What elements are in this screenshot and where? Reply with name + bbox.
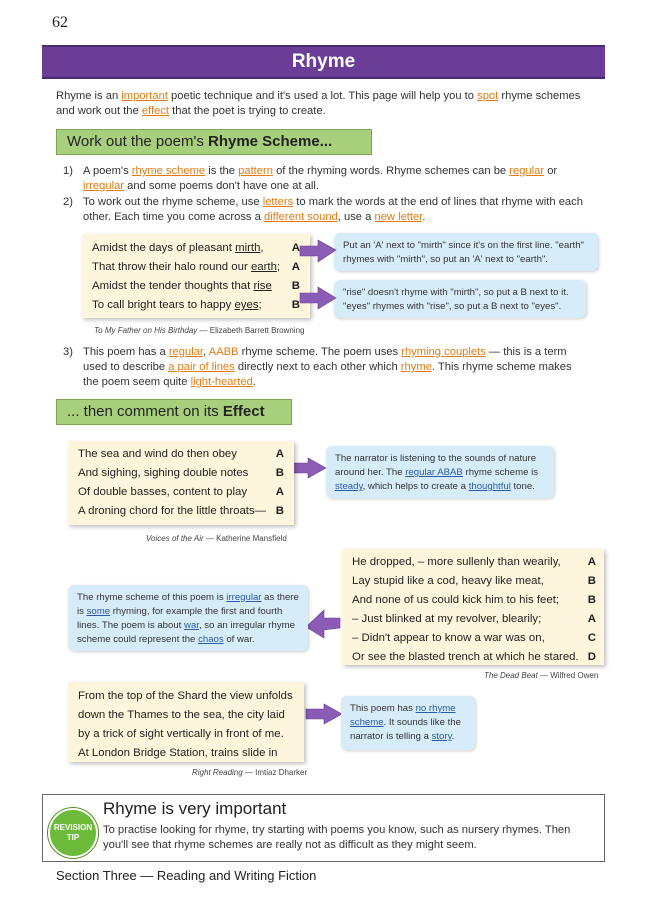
section-heading-rhyme-scheme — [56, 129, 372, 155]
list-text: . This rhyme scheme makes the poem seem quite — [83, 361, 572, 388]
note-text: , so an irregular rhyme scheme could represent the — [77, 620, 295, 645]
list-text: To work out the rhyme scheme, use — [83, 196, 263, 208]
rhyme-word: earth — [250, 261, 277, 273]
rhyme-letter: C — [587, 632, 596, 644]
list-text: directly next to each other which — [234, 361, 401, 373]
intro-text: that the poet is trying to create. — [169, 105, 326, 117]
rhyme-letter: A — [587, 613, 596, 625]
intro-paragraph — [56, 89, 596, 119]
poem-line-punct: ; — [258, 299, 262, 311]
poem-line — [92, 258, 300, 277]
intro-highlight: important — [121, 90, 168, 102]
poem-box-browning — [82, 234, 310, 318]
poem-line — [352, 553, 596, 572]
arrow-icon — [306, 704, 342, 724]
list-highlight: regular — [509, 165, 545, 177]
note-text: tone. — [510, 481, 535, 492]
poem-line — [92, 296, 300, 315]
list-number: 3) — [63, 346, 73, 358]
list-text: to mark the words at the end of lines that rhyme with each other. Each time you come across a — [83, 196, 583, 223]
citation-title: Right Reading — [192, 768, 243, 777]
list-highlight: pattern — [238, 165, 273, 177]
list-highlight: regular — [168, 346, 204, 358]
rhyme-letter: B — [587, 594, 596, 606]
arrow-icon — [292, 458, 326, 478]
poem-citation — [484, 671, 598, 680]
page-footer: Section Three — Reading and Writing Fiction — [56, 868, 317, 883]
note-highlight: no rhyme scheme — [350, 703, 456, 728]
citation-title: To My Father on His Birthday — [94, 326, 198, 335]
list-highlight: light-hearted — [190, 376, 253, 388]
poem-box-owen — [342, 549, 604, 665]
note-box — [68, 585, 308, 651]
poem-line: At London Bridge Station, trains slide in — [78, 747, 278, 759]
rhyme-letter: A — [587, 556, 596, 568]
list-text: This poem has a — [83, 346, 169, 358]
rhyme-letter: D — [587, 651, 596, 663]
intro-highlight: spot — [477, 90, 499, 102]
note-highlight: thoughtful — [468, 481, 511, 492]
revision-tip-badge-icon — [48, 808, 98, 858]
poem-citation — [192, 768, 307, 777]
list-item — [63, 164, 583, 194]
note-text: rhyming, for example the first and fourth lines. The poem is about — [77, 606, 283, 631]
poem-line-text: A droning chord for the little throats— — [78, 505, 267, 517]
citation-title: Voices of the Air — [146, 534, 204, 543]
note-highlight: irregular — [226, 592, 262, 603]
list-text: rhyme scheme. The poem uses — [238, 346, 402, 358]
rhyme-word: eyes — [234, 299, 259, 311]
rhyme-letter: B — [587, 575, 596, 587]
list-highlight: a pair of lines — [168, 361, 235, 373]
poem-line-punct: ; — [276, 261, 281, 273]
poem-line — [352, 648, 596, 667]
poem-line: by a trick of sight vertically in front of me. — [78, 728, 284, 740]
note-text: The rhyme scheme of this poem is — [77, 592, 227, 603]
list-text: of the rhyming words. Rhyme schemes can be — [272, 165, 510, 177]
revision-tip-title: Rhyme is very important — [103, 799, 287, 818]
rhyme-letter: A — [275, 486, 284, 498]
poem-line-text: The sea and wind do then obey — [78, 448, 237, 460]
list-text: is the — [205, 165, 239, 177]
steps-list — [63, 164, 583, 226]
note-box — [326, 446, 554, 498]
note-highlight: regular ABAB — [405, 467, 463, 478]
note-text: The narrator is listening to the sounds of nature around her. The — [335, 453, 537, 478]
rhyme-letter: A — [291, 261, 300, 273]
poem-line-text: Of double basses, content to play — [78, 486, 248, 498]
list-highlight: different sound — [263, 211, 338, 223]
note-box — [341, 696, 475, 750]
list-highlight: rhyme scheme — [131, 165, 206, 177]
poem-line — [78, 464, 284, 483]
section-heading-effect — [56, 399, 292, 425]
poem-line — [78, 483, 284, 502]
note-text: as there is — [77, 592, 299, 617]
note-box: "rise" doesn't rhyme with "mirth", so put a B next to it. "eyes" rhymes with "rise", so put a B next to "eyes". — [334, 280, 586, 318]
intro-text: poetic technique and it's used a lot. This page will help you to — [167, 90, 478, 102]
section-heading-bold: Rhyme Scheme... — [207, 133, 333, 150]
poem-line-text: Lay stupid like a cod, heavy like meat, — [352, 575, 544, 587]
poem-line — [352, 591, 596, 610]
list-item — [63, 195, 583, 225]
list-text: A poem's — [83, 165, 132, 177]
list-number: 2) — [63, 196, 73, 208]
page-title: Rhyme — [291, 51, 356, 72]
note-text: , which helps to create a — [362, 481, 469, 492]
citation-author: — Wilfred Owen — [537, 671, 599, 680]
poem-box-mansfield — [68, 441, 294, 525]
badge-text: TIP — [66, 833, 80, 842]
list-text: . — [422, 211, 426, 223]
list-text: . — [252, 376, 256, 388]
list-text: , use a — [337, 211, 375, 223]
rhyme-letter: B — [275, 505, 284, 517]
list-number: 1) — [63, 165, 73, 177]
poem-line-text: – Just blinked at my revolver, blearily; — [352, 613, 542, 625]
note-highlight: steady — [335, 481, 363, 492]
rhyme-letter: B — [275, 467, 284, 479]
rhyme-word: rise — [253, 280, 272, 292]
list-highlight: letters — [262, 196, 294, 208]
poem-line-text: And none of us could kick him to his feet; — [352, 594, 560, 606]
list-text: and some poems don't have one at all. — [124, 180, 319, 192]
poem-line-text: Or see the blasted trench at which he stared. — [352, 651, 579, 663]
rhyme-letter: B — [291, 280, 300, 292]
section-heading-prefix: Work out the poem's — [67, 133, 208, 150]
note-text: . It sounds like the narrator is telling a — [350, 717, 461, 742]
revision-tip-text: To practise looking for rhyme, try starting with poems you know, such as nursery rhymes. Then you'll see that rhyme schemes are really not as difficult as they might seem. — [103, 824, 571, 851]
note-text: of war. — [223, 634, 255, 645]
arrow-icon — [306, 610, 340, 638]
poem-line — [78, 445, 284, 464]
citation-author: — Elizabeth Barrett Browning — [197, 326, 305, 335]
poem-citation — [94, 326, 304, 335]
list-highlight: irregular — [83, 180, 125, 192]
list-highlight: new letter — [374, 211, 423, 223]
poem-line-punct: , — [260, 242, 264, 254]
page-number: 62 — [52, 14, 68, 31]
poem-line-text: That throw their halo round our — [92, 261, 251, 273]
note-text: . — [451, 731, 455, 742]
poem-line-text: And sighing, sighing double notes — [78, 467, 249, 479]
page-title-bar — [42, 45, 605, 79]
rhyme-letter: A — [291, 242, 300, 254]
section-heading-prefix: ... then comment on its — [67, 403, 223, 420]
intro-text: rhyme schemes and work out the — [56, 90, 581, 117]
poem-box-dharker — [68, 682, 304, 762]
intro-highlight: effect — [141, 105, 169, 117]
citation-title: The Dead Beat — [484, 671, 538, 680]
poem-line-text: Amidst the days of pleasant — [92, 242, 236, 254]
poem-line — [352, 572, 596, 591]
note-text: This poem has — [350, 703, 416, 714]
note-highlight: some — [86, 606, 111, 617]
intro-text: Rhyme is an — [56, 90, 122, 102]
rhyme-word: mirth — [235, 242, 261, 254]
list-text: or — [544, 165, 558, 177]
rhyme-letter: A — [275, 448, 284, 460]
poem-line-text: He dropped, – more sullenly than wearily, — [352, 556, 561, 568]
poem-citation — [146, 534, 287, 543]
citation-author: — Imtiaz Dharker — [242, 768, 308, 777]
poem-line: From the top of the Shard the view unfolds — [78, 690, 293, 702]
section-heading-bold: Effect — [222, 403, 265, 420]
poem-line — [78, 502, 284, 521]
badge-text: REVISION — [53, 823, 93, 832]
note-highlight: war — [184, 620, 199, 631]
steps-list-continued — [63, 345, 583, 391]
poem-line-text: – Didn't appear to know a war was on, — [352, 632, 545, 644]
note-text: rhyme scheme is — [462, 467, 539, 478]
poem-line — [352, 610, 596, 629]
poem-line-text: To call bright tears to happy — [92, 299, 235, 311]
poem-line-text: Amidst the tender thoughts that — [92, 280, 254, 292]
list-highlight: rhyming couplets — [401, 346, 486, 358]
list-highlight: AABB — [208, 346, 239, 358]
poem-line: down the Thames to the sea, the city laid — [78, 709, 285, 721]
rhyme-letter: B — [291, 299, 300, 311]
poem-line — [352, 629, 596, 648]
list-highlight: rhyme — [400, 361, 432, 373]
note-box: Put an 'A' next to "mirth" since it's on the first line. "earth" rhymes with "mirth", so put an 'A' next to "earth". — [334, 233, 598, 271]
citation-author: — Katherine Mansfield — [203, 534, 287, 543]
list-text: — this is a term used to describe — [83, 346, 567, 373]
poem-line — [92, 239, 300, 258]
poem-line — [92, 277, 300, 296]
list-item — [63, 345, 583, 390]
list-text: , — [203, 346, 209, 358]
note-highlight: chaos — [198, 634, 224, 645]
note-highlight: story — [431, 731, 452, 742]
